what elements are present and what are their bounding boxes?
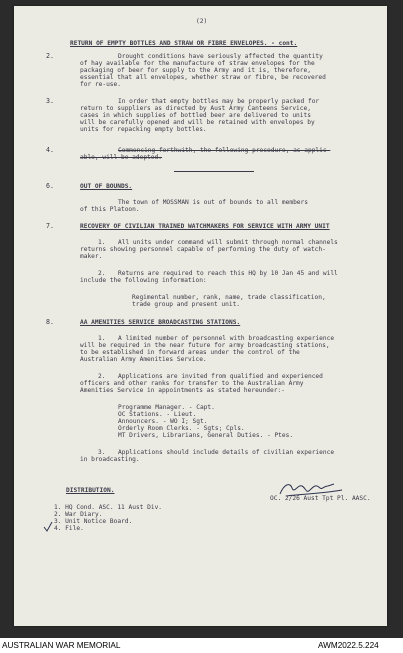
para-number: 2.: [98, 373, 106, 380]
para-line: Applications should include details of civilian experience: [118, 449, 335, 456]
appointment-line: Announcers. - WO I; Sgt.: [118, 418, 208, 425]
document-page: [14, 6, 387, 626]
distribution-heading: DISTRIBUTION.: [66, 487, 115, 494]
appointment-line: OC Stations. - Lieut.: [118, 411, 197, 418]
para-line: officers and other ranks for transfer to the Australian Army: [80, 380, 304, 387]
section-number: 6.: [46, 182, 54, 190]
signature-block: OC. 2/26 Aust Tpt Pl. AASC.: [270, 495, 371, 502]
section-number: 7.: [46, 222, 54, 230]
para-number: 1.: [98, 239, 106, 246]
section-heading-watchmakers: RECOVERY OF CIVILIAN TRAINED WATCHMAKERS FOR SERVICE WITH ARMY UNIT: [80, 223, 330, 230]
para-line: of hay available for the manufacture of straw envelopes for the: [80, 60, 315, 67]
para-line: Applications are invited from qualified and experienced: [118, 373, 323, 380]
para-line: Amenities Service in appointments as stated hereunder:-: [80, 387, 285, 394]
para-line: include the following information:: [80, 277, 207, 284]
appointment-line: Orderly Room Clerks. - Sgts; Cpls.: [118, 425, 245, 432]
distribution-item: 1. HQ Cond. ASC. 11 Aust Div.: [54, 504, 163, 511]
struck-line: able, will be adopted.: [80, 154, 162, 161]
para-line: trade group and present unit.: [132, 301, 241, 308]
distribution-item: 2. War Diary.: [54, 511, 103, 518]
para-line: in broadcasting.: [80, 456, 140, 463]
para-line: All units under command will submit through normal channels: [118, 239, 338, 246]
para-number: 2.: [46, 52, 54, 60]
section-heading-broadcasting: AA AMENITIES SERVICE BROADCASTING STATIONS.: [80, 319, 241, 326]
para-line: to be established in forward areas under the control of the: [80, 349, 300, 356]
appointment-line: MT Drivers, Librarians, General Duties. - Ptes.: [118, 432, 294, 439]
struck-line: Commencing forthwith, the following procedure, as applic-: [118, 147, 331, 154]
section-heading-empty-bottles: RETURN OF EMPTY BOTTLES AND STRAW OR FIBRE ENVELOPES. - cont.: [70, 40, 298, 47]
section-heading-out-of-bounds: OUT OF BOUNDS.: [80, 183, 133, 190]
para-line: units for repacking empty bottles.: [80, 126, 207, 133]
para-number: 3.: [98, 449, 106, 456]
para-line: In order that empty bottles may be properly packed for: [118, 98, 320, 105]
document-body: [14, 6, 387, 626]
para-line: packaging of beer for supply to the Army and it is, therefore,: [80, 67, 311, 74]
para-line: Drought conditions have seriously affected the quantity: [118, 53, 323, 60]
appointment-line: Programme Manager. - Capt.: [118, 404, 215, 411]
archive-footer: [0, 638, 403, 653]
para-line: of this Platoon.: [80, 206, 140, 213]
section-divider: [174, 171, 254, 172]
para-line: essential that all envelopes, whether straw or fibre, be recovered: [80, 74, 326, 81]
para-number: 2.: [98, 270, 106, 277]
tick-mark-icon: [42, 521, 54, 533]
para-line: Regimental number, rank, name, trade classification,: [132, 294, 326, 301]
para-line: Returns are required to reach this HQ by 10 Jan 45 and will: [118, 270, 338, 277]
para-line: maker.: [80, 253, 103, 260]
para-line: cases in which supplies of bottled beer are delivered to units: [80, 112, 311, 119]
distribution-item: 3. Unit Notice Board.: [54, 518, 133, 525]
para-line: The town of MOSSMAN is out of bounds to all members: [118, 199, 308, 206]
para-line: will be required in the near future for army broadcasting stations,: [80, 342, 330, 349]
para-line: for re-use.: [80, 81, 121, 88]
para-line: Australian Army Amenities Service.: [80, 356, 207, 363]
footer-accession-number: AWM2022.5.224: [318, 641, 379, 650]
para-line: A limited number of personnel with broadcasting experience: [118, 335, 335, 342]
distribution-item: 4. File.: [54, 525, 84, 532]
para-number: 3.: [46, 97, 54, 105]
page-number: (2): [196, 18, 208, 25]
para-number: 1.: [98, 335, 106, 342]
para-line: returns showing personnel capable of performing the duty of watch-: [80, 246, 326, 253]
para-line: return to suppliers as directed by Aust Army Canteens Service,: [80, 105, 311, 112]
para-number: 4.: [46, 146, 54, 154]
para-line: will be carefully opened and will be retained with envelopes by: [80, 119, 315, 126]
footer-institution: AUSTRALIAN WAR MEMORIAL: [2, 641, 121, 650]
section-number: 8.: [46, 318, 54, 326]
